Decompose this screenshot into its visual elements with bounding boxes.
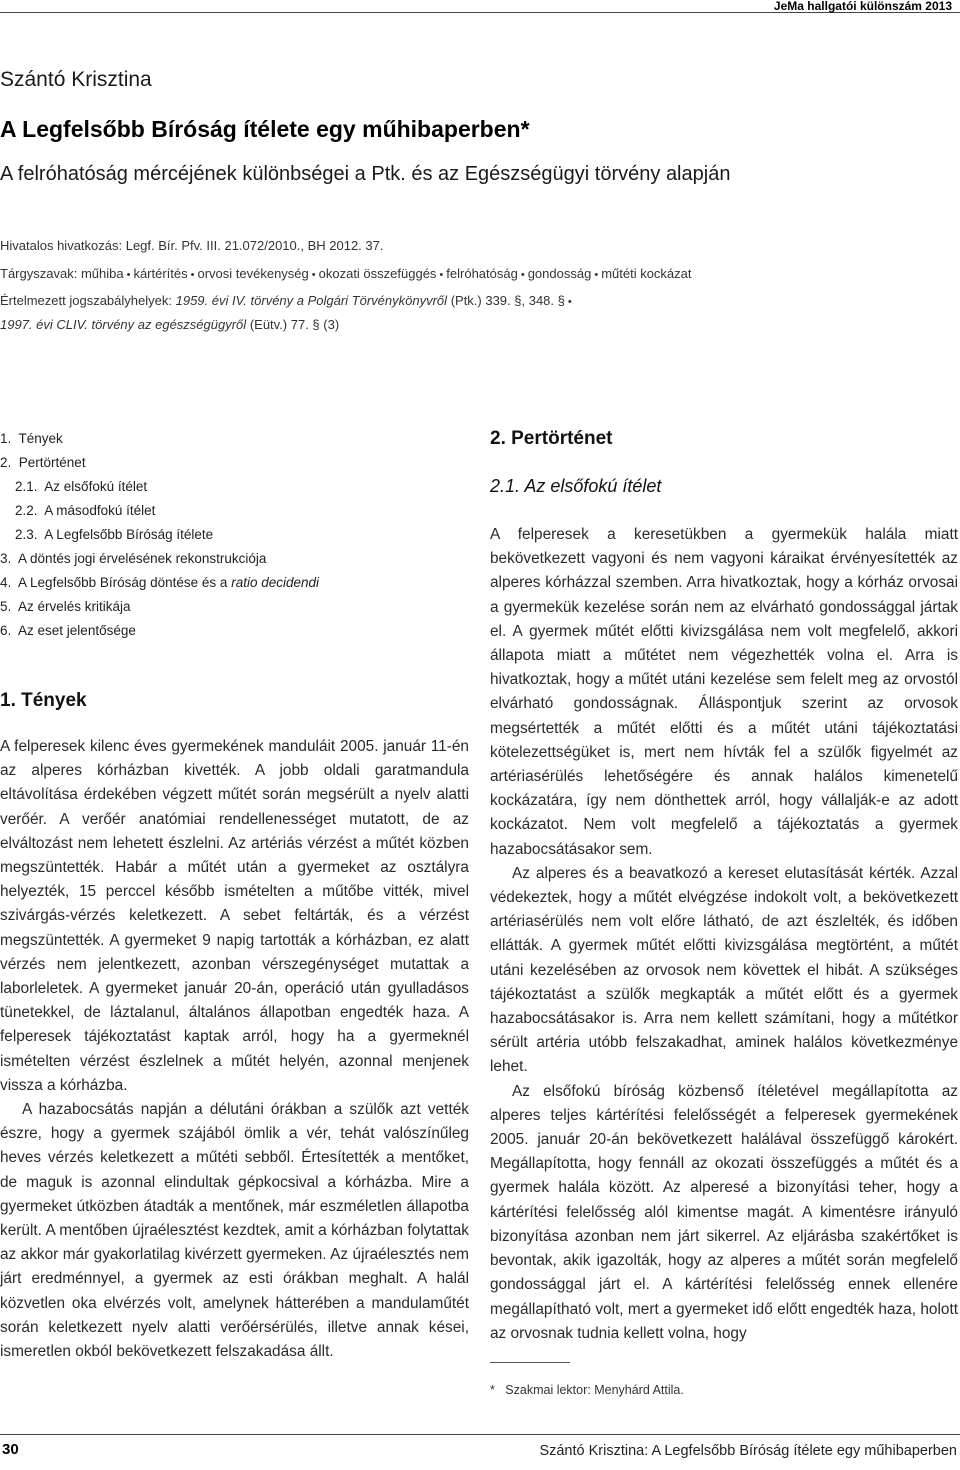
article-author: Szántó Krisztina (0, 68, 152, 91)
keyword: felróhatóság (446, 266, 518, 281)
toc-item: 2.2. A másodfokú ítélet (15, 503, 156, 518)
laws-label: Értelmezett jogszabályhelyek: (0, 293, 172, 308)
laws-line-2 (0, 317, 339, 332)
bullet-icon: • (594, 269, 599, 281)
paragraph: Az elsőfokú bíróság közbenső ítéletével megállapította az alperes teljes kártérítési felelősségét a felperesek gyermekének 2005. január 20-án bekövetkezett halálával összefüggő károkért. Megállapította, hogy fennáll az okozati összefüggés a műtét és a gyermek halála között. Az alperesé a bizonyítási teher, hogy a kártérítési felelősség alól kimentse magát. A kimentésre irányuló bizonyítása azonban nem járt sikerrel. Az eljárásba szakértőket is bevontak, akik igazolták, hogy az alperes a műtét során megfelelő gondossággal járt el. A kártérítési felelősség ennek ellenére megállapítható volt, mert a gyermeket idő előtt engedték haza, holott az orvosnak tudnia kellett volna, hogy (490, 1082, 958, 1342)
toc-item: 3. A döntés jogi érvelésének rekonstrukciója (0, 551, 267, 566)
section-body (0, 735, 469, 1364)
keyword: orvosi tevékenység (197, 266, 309, 281)
bullet-icon: • (311, 269, 316, 281)
toc-item: 4. A Legfelsőbb Bíróság döntése és a ratio decidendi (0, 575, 320, 590)
paragraph: Az alperes és a beavatkozó a kereset elutasítását kérték. Azzal védekeztek, hogy a műtét elvégzése indokolt volt, a bekövetkezett artériasérülés nem volt előre látható, de azt észlelték, és időben ellátták. A gyermek műtét előtti kivizsgálása megtörtént, a műtét utáni kezelésében az orvosok nem követtek el hibát. A szükséges tájékoztatást a szülők megkapták a műtét előtt és a gyermek hazabocsátásakor is. Arra nem kellett számítani, hogy a műtétkor sérült artéria utóbb felszakadhat, aminek halálos következménye lehet. (490, 864, 958, 1076)
bottom-rule (0, 1434, 960, 1435)
bullet-icon: • (567, 296, 572, 308)
bullet-icon: • (439, 269, 444, 281)
bullet-icon: • (126, 269, 131, 281)
keywords-line (0, 266, 692, 281)
toc-item: 2.3. A Legfelsőbb Bíróság ítélete (15, 527, 214, 542)
keyword: kártérítés (133, 266, 188, 281)
article-subtitle: A felróhatóság mércéjének különbségei a Ptk. és az Egészségügyi törvény alapján (0, 163, 731, 185)
toc-item: 6. Az eset jelentősége (0, 623, 136, 638)
keywords-label: Tárgyszavak: (0, 266, 78, 281)
footnote-rule (490, 1362, 570, 1363)
footnote-mark: * (490, 1383, 495, 1397)
law-name: 1959. évi IV. törvény a Polgári Törvénykönyvről (175, 293, 448, 308)
paragraph: A felperesek kilenc éves gyermekének manduláit 2005. január 11-én az alperes kórházban kivették. A jobb oldali garatmandula eltávolítása érdekében végzett műtét során megsérült a nyelv alatti verőér. A verőér anatómiai rendellenességet mutatott, de az elváltozást nem lehetett észlelni. Az artériás vérzést a műtét közben megszüntették. Habár a műtét után a gyermeket az osztályra helyezték, 15 perccel később ismételten a műtőbe vitték, mivel szivárgás-vérzés keletkezett. A sebet feltárták, és a vérzést megszüntették. A gyermeket 9 napig tartották a kórházban, ez alatt vérzés nem jelentkezett, azonban vérszegénységet mutattak a laborleletek. A gyermeket január 20-án, operáció után gyulladásos tünetekkel, de láztalanul, általános állapotban engedték haza. A felperesek tájékoztatást kaptak arról, hogy ha a gyermeknél ismételten vérzést észlelnek a műtét helyén, azonnal menjenek vissza a kórházba. (0, 738, 469, 1094)
running-footer: Szántó Krisztina: A Legfelsőbb Bíróság ítélete egy műhibaperben (539, 1443, 957, 1459)
keyword: műtéti kockázat (601, 266, 692, 281)
toc-item: 2. Pertörténet (0, 455, 86, 470)
laws-line-1 (0, 293, 575, 308)
journal-title: JeMa hallgatói különszám 2013 (773, 0, 952, 13)
page-number: 30 (2, 1441, 19, 1458)
official-reference: Hivatalos hivatkozás: Legf. Bír. Pfv. III. 21.072/2010., BH 2012. 37. (0, 238, 384, 253)
toc-item: 2.1. Az elsőfokú ítélet (15, 479, 148, 494)
toc-item: 5. Az érvelés kritikája (0, 599, 131, 614)
section-body (490, 523, 958, 1346)
section-heading: 2. Pertörténet (490, 428, 613, 449)
footnote (490, 1383, 684, 1397)
law-reference: (Eütv.) 77. § (3) (249, 317, 340, 332)
law-name: 1997. évi CLIV. törvény az egészségügyről (0, 317, 247, 332)
footnote-text: Szakmai lektor: Menyhárd Attila. (505, 1383, 684, 1397)
subsection-heading: 2.1. Az elsőfokú ítélet (490, 476, 662, 496)
paragraph: A hazabocsátás napján a délutáni órákban a szülők azt vették észre, hogy a gyermek szájából ömlik a vér, tehát valószínűleg heves vérzés keletkezett a műtéti sebből. Értesítették a mentőket, de maguk is azonnal elindultak gépkocsival a kórházba. Mire a gyermeket útközben átadták a mentőnek, már eszméletlen állapotba került. A mentőben újraélesztést kezdtek, amit a kórházban folytattak az akkor már gyakorlatilag kivérzett gyermeken. Az újraélesztés nem járt eredménnyel, a gyermek az esti órákban meghalt. A halál közvetlen oka elvérzés volt, amelynek hátterében a mandulaműtét során keletkezett nyelv alatti verőérsérülés, illetve annak kései, ismeretlen okból bekövetkezett felszakadása állt. (0, 1101, 469, 1361)
paragraph: A felperesek a keresetükben a gyermekük halála miatt bekövetkezett vagyoni és nem vagyoni káraikat érvényesítették az alperes kórházzal szemben. Arra hivatkoztak, hogy a kórház orvosai a gyermekük kezelése során nem az elvárható gondossággal jártak el. A gyermek műtét előtti kivizsgálása nem volt megfelelő, akkori állapota miatt a műtétet nem végezhették volna el. Arra is hivatkoztak, hogy a műtét utáni kezelése sem felelt meg az orvostól elvárható gondosságnak. Álláspontjuk szerint az orvosok megsértették a műtét előtti és a műtét utáni tájékoztatási kötelezettségüket is, mert nem hívták fel a szülők figyelmét az artériasérülés lehetőségére és annak halálos kimenetelű kockázatára, így nem dönthettek arról, hogy vállalják-e az adott kockázatot. Nem volt megfelelő a tájékoztatás a gyermek hazabocsátásakor sem. (490, 526, 958, 858)
article-title: A Legfelsőbb Bíróság ítélete egy műhibaperben* (0, 116, 530, 142)
bullet-icon: • (190, 269, 195, 281)
keyword: műhiba (80, 266, 124, 281)
keyword: gondosság (527, 266, 592, 281)
bullet-icon: • (520, 269, 525, 281)
toc-item: 1. Tények (0, 431, 63, 446)
section-heading: 1. Tények (0, 690, 87, 711)
law-reference: (Ptk.) 339. §, 348. § (450, 293, 565, 308)
keyword: okozati összefüggés (318, 266, 437, 281)
